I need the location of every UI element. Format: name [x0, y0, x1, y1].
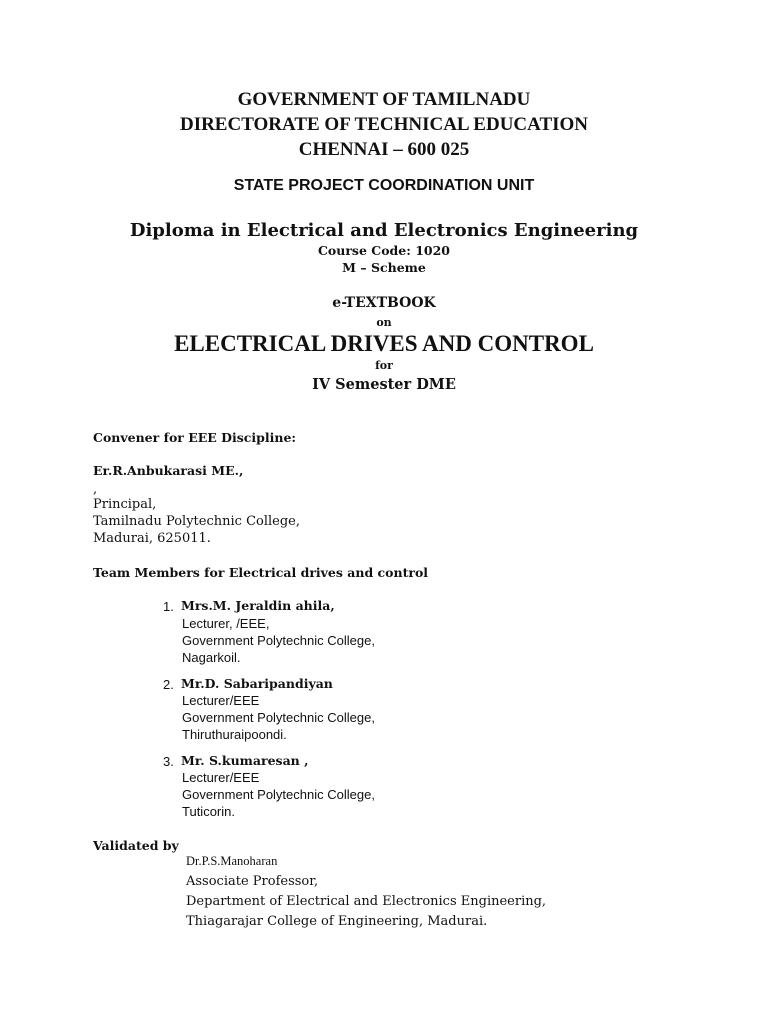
- member-number: 3.: [163, 754, 174, 769]
- book-semester: IV Semester DME: [312, 376, 456, 393]
- header-city: CHENNAI – 600 025: [298, 139, 470, 160]
- validator-college: Thiagarajar College of Engineering, Madurai.: [186, 914, 488, 929]
- convener-role: Principal,: [93, 497, 157, 512]
- book-on: on: [376, 316, 392, 329]
- member-name: Mr. S.kumaresan ,: [181, 753, 309, 768]
- course-scheme: M – Scheme: [342, 260, 426, 275]
- member-college: Government Polytechnic College,: [182, 633, 375, 648]
- convener-name: Er.R.Anbukarasi ME.,: [93, 463, 244, 478]
- member-college: Government Polytechnic College,: [182, 787, 375, 802]
- book-type: e-TEXTBOOK: [332, 295, 436, 311]
- member-place: Thiruthuraipoondi.: [182, 727, 287, 742]
- course-diploma: [0, 220, 768, 241]
- member-role: Lecturer/EEE: [182, 693, 260, 708]
- member-role: Lecturer/EEE: [182, 770, 260, 785]
- validator-role: Associate Professor,: [186, 874, 319, 889]
- member-number: 2.: [163, 677, 174, 692]
- header-government: GOVERNMENT OF TAMILNADU: [237, 89, 531, 110]
- convener-heading: Convener for EEE Discipline:: [93, 430, 297, 445]
- diploma-name: Electrical and Electronics Engineering: [246, 220, 639, 241]
- book-for: for: [375, 359, 393, 372]
- validator-name: Dr.P.S.Manoharan: [186, 854, 278, 868]
- member-role: Lecturer, /EEE,: [182, 616, 270, 631]
- validated-heading: Validated by: [93, 838, 179, 853]
- convener-college: Tamilnadu Polytechnic College,: [93, 514, 300, 529]
- member-name: Mr.D. Sabaripandiyan: [181, 676, 333, 691]
- header-directorate: DIRECTORATE OF TECHNICAL EDUCATION: [179, 114, 589, 135]
- validator-department: Department of Electrical and Electronics Engineering,: [186, 894, 547, 909]
- team-heading: Team Members for Electrical drives and control: [93, 565, 429, 580]
- member-place: Nagarkoil.: [182, 650, 241, 665]
- header-unit: STATE PROJECT COORDINATION UNIT: [233, 177, 535, 194]
- convener-comma: ,: [93, 482, 98, 497]
- member-number: 1.: [163, 599, 174, 614]
- book-title: ELECTRICAL DRIVES AND CONTROL: [174, 331, 594, 356]
- member-place: Tuticorin.: [182, 804, 235, 819]
- member-name: Mrs.M. Jeraldin ahila,: [181, 598, 335, 613]
- course-code: Course Code: 1020: [317, 243, 451, 258]
- convener-address: Madurai, 625011.: [93, 531, 211, 546]
- diploma-prefix: Diploma in: [129, 220, 247, 241]
- member-college: Government Polytechnic College,: [182, 710, 375, 725]
